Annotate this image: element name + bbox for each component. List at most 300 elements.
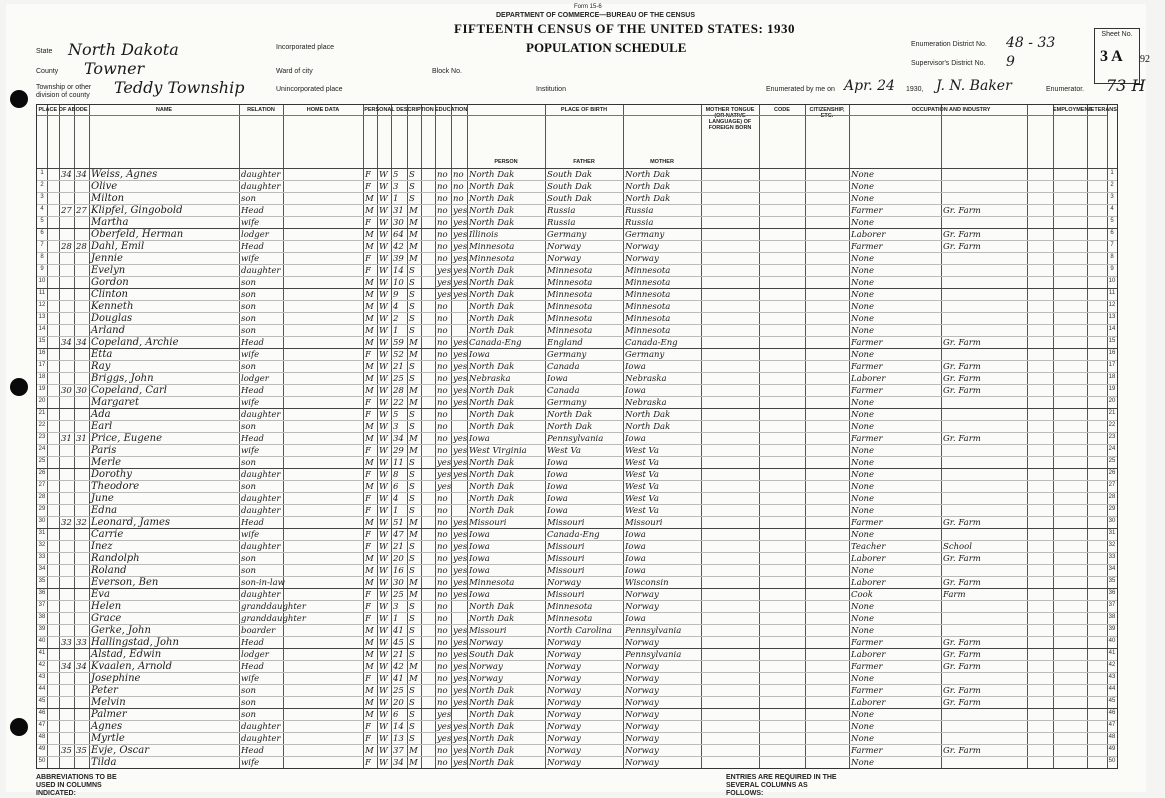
cell-name: Gerke, John	[91, 624, 151, 636]
cell-age: 30	[393, 217, 404, 228]
enum-district-value: 48 - 33	[1006, 35, 1056, 51]
cell-occ: None	[851, 349, 875, 360]
cell-occ: Farmer	[851, 745, 883, 756]
cell-rel: wife	[241, 673, 260, 684]
census-sheet	[6, 4, 1150, 797]
cell-name: Price, Eugene	[91, 432, 163, 444]
line-number: 41	[38, 650, 46, 656]
cell-ms: S	[409, 301, 415, 312]
cell-race: W	[379, 433, 388, 444]
cell-mbp: Minnesota	[625, 277, 671, 288]
column-group-header: RELATION	[247, 107, 275, 113]
cell-ms: S	[409, 493, 415, 504]
cell-ms: S	[409, 325, 415, 336]
institution-label: Institution	[536, 86, 566, 93]
line-number: 42	[38, 662, 46, 668]
line-number: 39	[38, 626, 46, 632]
cell-bp: North Dak	[469, 385, 515, 396]
cell-name: Ray	[91, 360, 111, 372]
cell-race: W	[379, 385, 388, 396]
cell-sch: no	[437, 409, 448, 420]
line-number: 17	[1108, 362, 1116, 368]
cell-sch: no	[437, 445, 448, 456]
schedule-table	[36, 104, 1118, 769]
cell-fbp: Canada-Eng	[547, 529, 600, 540]
cell-occ: None	[851, 469, 875, 480]
cell-bp: Iowa	[469, 553, 490, 564]
column-group-header: MOTHER TONGUE (OR NATIVE LANGUAGE) OF FOREIGN BORN	[705, 107, 755, 131]
cell-rel: son	[241, 685, 256, 696]
line-number: 44	[1108, 686, 1116, 692]
cell-bp: North Dak	[469, 289, 515, 300]
cell-mbp: North Dak	[625, 409, 671, 420]
cell-ind: Gr. Farm	[943, 553, 981, 564]
column-group-header: PERSONAL DESCRIPTION	[364, 107, 434, 113]
cell-sch: yes	[437, 265, 452, 276]
cell-bp: North Dak	[469, 493, 515, 504]
cell-bp: North Dak	[469, 601, 515, 612]
line-number: 26	[1108, 470, 1116, 476]
cell-fbp: Iowa	[547, 505, 568, 516]
line-number: 7	[1110, 242, 1114, 248]
group-rule	[239, 115, 283, 116]
cell-race: W	[379, 241, 388, 252]
cell-ind: Gr. Farm	[943, 649, 981, 660]
cell-rel: Head	[241, 637, 264, 648]
cell-sch: no	[437, 637, 448, 648]
cell-mbp: Norway	[625, 757, 659, 768]
line-number: 37	[1108, 602, 1116, 608]
cell-rd: yes	[453, 457, 468, 468]
cell-fbp: Norway	[547, 685, 581, 696]
cell-fbp: Norway	[547, 709, 581, 720]
cell-ms: S	[409, 613, 415, 624]
cell-name: Edna	[91, 504, 118, 516]
cell-occ: Teacher	[851, 541, 886, 552]
group-rule	[283, 115, 363, 116]
cell-rel: son	[241, 193, 256, 204]
cell-bp: North Dak	[469, 697, 515, 708]
line-number: 22	[1108, 422, 1116, 428]
line-number: 12	[1108, 302, 1116, 308]
cell-rd: yes	[453, 625, 468, 636]
cell-sex: F	[365, 601, 371, 612]
cell-rd: yes	[453, 433, 468, 444]
group-rule	[701, 115, 759, 116]
cell-fbp: Iowa	[547, 469, 568, 480]
cell-occ: Laborer	[851, 697, 886, 708]
cell-sch: no	[437, 253, 448, 264]
cell-rel: daughter	[241, 469, 281, 480]
cell-occ: Farmer	[851, 661, 883, 672]
cell-ms: S	[409, 289, 415, 300]
line-number: 30	[38, 518, 46, 524]
cell-ms: S	[409, 313, 415, 324]
cell-fam: 28	[76, 241, 87, 252]
cell-mbp: Russia	[625, 205, 654, 216]
cell-fbp: Minnesota	[547, 277, 593, 288]
cell-age: 11	[393, 457, 404, 468]
cell-sex: F	[365, 673, 371, 684]
cell-fbp: Germany	[547, 397, 587, 408]
line-number: 49	[38, 746, 46, 752]
line-number: 32	[38, 542, 46, 548]
cell-mbp: Iowa	[625, 565, 646, 576]
line-number: 36	[38, 590, 46, 596]
cell-mbp: Minnesota	[625, 289, 671, 300]
cell-occ: Laborer	[851, 229, 886, 240]
cell-occ: None	[851, 757, 875, 768]
cell-bp: Norway	[469, 661, 503, 672]
cell-mbp: Germany	[625, 349, 665, 360]
cell-race: W	[379, 421, 388, 432]
cell-bp: North Dak	[469, 181, 515, 192]
cell-ind: Gr. Farm	[943, 685, 981, 696]
cell-race: W	[379, 601, 388, 612]
cell-fbp: South Dak	[547, 193, 593, 204]
cell-sch: no	[437, 673, 448, 684]
line-number: 7	[40, 242, 44, 248]
cell-race: W	[379, 553, 388, 564]
line-number: 22	[38, 422, 46, 428]
cell-bp: North Dak	[469, 409, 515, 420]
cell-bp: North Dak	[469, 277, 515, 288]
cell-sex: M	[365, 421, 374, 432]
cell-rel: daughter	[241, 181, 281, 192]
cell-ms: S	[409, 457, 415, 468]
line-number: 36	[1108, 590, 1116, 596]
line-number: 19	[1108, 386, 1116, 392]
cell-age: 22	[393, 397, 404, 408]
cell-ms: S	[409, 625, 415, 636]
cell-age: 52	[393, 349, 404, 360]
line-number: 44	[38, 686, 46, 692]
group-rule	[805, 115, 849, 116]
cell-mbp: Pennsylvania	[625, 625, 682, 636]
cell-age: 29	[393, 445, 404, 456]
cell-sex: F	[365, 445, 371, 456]
cell-race: W	[379, 229, 388, 240]
cell-bp: Norway	[469, 637, 503, 648]
cell-mbp: North Dak	[625, 169, 671, 180]
cell-sex: F	[365, 589, 371, 600]
line-number: 6	[1110, 230, 1114, 236]
cell-bp: South Dak	[469, 649, 515, 660]
cell-name: Dahl, Emil	[91, 240, 145, 252]
cell-ms: S	[409, 361, 415, 372]
cell-rd: yes	[453, 337, 468, 348]
cell-fbp: Minnesota	[547, 289, 593, 300]
cell-ms: M	[409, 241, 418, 252]
cell-dw: 33	[61, 637, 72, 648]
cell-sex: M	[365, 433, 374, 444]
cell-sch: yes	[437, 457, 452, 468]
cell-sex: M	[365, 325, 374, 336]
line-number: 50	[38, 758, 46, 764]
cell-race: W	[379, 673, 388, 684]
cell-rel: Head	[241, 337, 264, 348]
cell-mbp: Norway	[625, 685, 659, 696]
state-label: State	[36, 48, 53, 55]
line-number: 38	[1108, 614, 1116, 620]
cell-sch: yes	[437, 469, 452, 480]
punch-hole	[10, 90, 28, 108]
cell-sex: M	[365, 457, 374, 468]
cell-mbp: Minnesota	[625, 313, 671, 324]
cell-age: 2	[393, 313, 399, 324]
cell-fam: 35	[76, 745, 87, 756]
cell-race: W	[379, 625, 388, 636]
cell-mbp: Minnesota	[625, 325, 671, 336]
cell-rd: yes	[453, 289, 468, 300]
line-number: 20	[1108, 398, 1116, 404]
cell-fbp: Iowa	[547, 493, 568, 504]
cell-ind: Gr. Farm	[943, 361, 981, 372]
cell-rel: lodger	[241, 373, 269, 384]
column-group-header: CODE	[774, 107, 790, 113]
cell-sch: yes	[437, 481, 452, 492]
cell-age: 41	[393, 673, 404, 684]
cell-race: W	[379, 697, 388, 708]
cell-name: Weiss, Agnes	[91, 168, 158, 180]
footer-abbreviations: ABBREVIATIONS TO BE USED IN COLUMNS INDICATED:	[36, 774, 117, 797]
cell-rd: yes	[453, 649, 468, 660]
cell-occ: None	[851, 277, 875, 288]
line-number: 20	[38, 398, 46, 404]
cell-bp: Iowa	[469, 565, 490, 576]
line-number: 24	[38, 446, 46, 452]
cell-ind: Gr. Farm	[943, 517, 981, 528]
cell-rd: yes	[453, 673, 468, 684]
cell-fam: 32	[76, 517, 87, 528]
line-number: 31	[1108, 530, 1116, 536]
cell-sex: F	[365, 757, 371, 768]
cell-race: W	[379, 445, 388, 456]
cell-rel: son	[241, 697, 256, 708]
cell-age: 20	[393, 697, 404, 708]
cell-sch: no	[437, 757, 448, 768]
cell-sch: no	[437, 613, 448, 624]
cell-occ: Farmer	[851, 205, 883, 216]
cell-sex: M	[365, 745, 374, 756]
cell-ms: S	[409, 709, 415, 720]
cell-bp: North Dak	[469, 205, 515, 216]
cell-name: Paris	[91, 444, 117, 456]
cell-rd: yes	[453, 637, 468, 648]
cell-race: W	[379, 565, 388, 576]
cell-race: W	[379, 577, 388, 588]
cell-age: 47	[393, 529, 404, 540]
line-number: 12	[38, 302, 46, 308]
cell-ms: M	[409, 517, 418, 528]
cell-race: W	[379, 193, 388, 204]
line-number: 21	[1108, 410, 1116, 416]
cell-bp: North Dak	[469, 265, 515, 276]
cell-race: W	[379, 637, 388, 648]
cell-fam: 34	[76, 337, 87, 348]
cell-age: 10	[393, 277, 404, 288]
cell-mbp: Iowa	[625, 385, 646, 396]
cell-occ: Farmer	[851, 517, 883, 528]
cell-occ: None	[851, 709, 875, 720]
cell-rel: wife	[241, 757, 260, 768]
cell-rd: yes	[453, 661, 468, 672]
cell-ms: S	[409, 373, 415, 384]
cell-fbp: Norway	[547, 697, 581, 708]
cell-mbp: Norway	[625, 601, 659, 612]
line-number: 6	[40, 230, 44, 236]
cell-rel: daughter	[241, 169, 281, 180]
cell-rd: no	[453, 181, 464, 192]
cell-sch: no	[437, 505, 448, 516]
cell-sch: no	[437, 217, 448, 228]
cell-name: Etta	[91, 348, 113, 360]
cell-race: W	[379, 217, 388, 228]
ward-label: Ward of city	[276, 68, 313, 75]
cell-ms: S	[409, 265, 415, 276]
cell-bp: North Dak	[469, 421, 515, 432]
cell-bp: North Dak	[469, 217, 515, 228]
cell-dw: 31	[61, 433, 72, 444]
cell-rd: yes	[453, 241, 468, 252]
cell-sch: no	[437, 697, 448, 708]
cell-sex: M	[365, 517, 374, 528]
cell-fbp: Norway	[547, 733, 581, 744]
state-value: North Dakota	[68, 40, 179, 59]
line-number: 31	[38, 530, 46, 536]
line-number: 8	[1110, 254, 1114, 260]
cell-name: Roland	[91, 564, 127, 576]
cell-sex: M	[365, 373, 374, 384]
cell-race: W	[379, 301, 388, 312]
cell-dw: 34	[61, 169, 72, 180]
cell-rel: daughter	[241, 265, 281, 276]
cell-ind: Farm	[943, 589, 966, 600]
cell-age: 59	[393, 337, 404, 348]
cell-ms: M	[409, 577, 418, 588]
cell-sch: no	[437, 349, 448, 360]
cell-sex: F	[365, 541, 371, 552]
block-label: Block No.	[432, 68, 462, 75]
cell-ind: Gr. Farm	[943, 433, 981, 444]
cell-rel: Head	[241, 385, 264, 396]
cell-bp: North Dak	[469, 301, 515, 312]
cell-mbp: Iowa	[625, 361, 646, 372]
cell-bp: Minnesota	[469, 241, 515, 252]
enumerated-year: 1930,	[906, 86, 924, 93]
cell-rd: no	[453, 169, 464, 180]
birthplace-subheader: PERSON	[494, 159, 518, 165]
cell-ms: M	[409, 661, 418, 672]
line-number: 1	[40, 170, 44, 176]
cell-rel: wife	[241, 397, 260, 408]
line-number: 5	[40, 218, 44, 224]
cell-mbp: Russia	[625, 217, 654, 228]
cell-rel: daughter	[241, 541, 281, 552]
cell-mbp: West Va	[625, 469, 659, 480]
line-number: 45	[1108, 698, 1116, 704]
cell-fbp: Norway	[547, 637, 581, 648]
unincorporated-label: Unincorporated place	[276, 86, 343, 93]
cell-sex: M	[365, 565, 374, 576]
cell-ind: Gr. Farm	[943, 373, 981, 384]
cell-ms: S	[409, 409, 415, 420]
cell-age: 42	[393, 661, 404, 672]
enumerator-name: J. N. Baker	[936, 78, 1012, 94]
line-number: 46	[38, 710, 46, 716]
cell-rel: lodger	[241, 229, 269, 240]
line-number: 40	[38, 638, 46, 644]
column-group-header: OCCUPATION AND INDUSTRY	[911, 107, 991, 113]
line-number: 13	[1108, 314, 1116, 320]
cell-rd: yes	[453, 349, 468, 360]
cell-fbp: Minnesota	[547, 265, 593, 276]
line-number: 11	[38, 290, 46, 296]
cell-age: 14	[393, 721, 404, 732]
cell-mbp: Nebraska	[625, 397, 667, 408]
cell-occ: None	[851, 253, 875, 264]
cell-age: 21	[393, 361, 404, 372]
line-number: 49	[1108, 746, 1116, 752]
cell-occ: Laborer	[851, 649, 886, 660]
cell-sch: no	[437, 313, 448, 324]
township-value: Teddy Township	[114, 78, 245, 97]
cell-fam: 30	[76, 385, 87, 396]
cell-rel: Head	[241, 745, 264, 756]
line-number: 4	[1110, 206, 1114, 212]
cell-mbp: West Va	[625, 493, 659, 504]
cell-fbp: Norway	[547, 241, 581, 252]
cell-race: W	[379, 337, 388, 348]
cell-mbp: Norway	[625, 697, 659, 708]
cell-race: W	[379, 409, 388, 420]
cell-bp: North Dak	[469, 325, 515, 336]
cell-name: Grace	[91, 612, 122, 624]
cell-sex: F	[365, 349, 371, 360]
cell-name: Leonard, James	[91, 516, 171, 528]
cell-mbp: West Va	[625, 457, 659, 468]
cell-occ: None	[851, 673, 875, 684]
cell-rd: yes	[453, 385, 468, 396]
cell-sch: no	[437, 301, 448, 312]
cell-rd: yes	[453, 745, 468, 756]
stamp-number: 92	[1140, 54, 1150, 65]
cell-mbp: Norway	[625, 721, 659, 732]
line-number: 37	[38, 602, 46, 608]
enumerated-date: Apr. 24	[844, 78, 895, 94]
township-label: Township or other division of county	[36, 84, 92, 99]
cell-ms: S	[409, 721, 415, 732]
line-number: 50	[1108, 758, 1116, 764]
cell-sch: no	[437, 589, 448, 600]
cell-rel: Head	[241, 517, 264, 528]
cell-fbp: England	[547, 337, 583, 348]
cell-mbp: Pennsylvania	[625, 649, 682, 660]
cell-sch: no	[437, 649, 448, 660]
cell-race: W	[379, 529, 388, 540]
cell-sex: F	[365, 721, 371, 732]
cell-age: 34	[393, 757, 404, 768]
line-number: 29	[38, 506, 46, 512]
cell-race: W	[379, 649, 388, 660]
cell-bp: North Dak	[469, 313, 515, 324]
census-title: FIFTEENTH CENSUS OF THE UNITED STATES: 1930	[454, 21, 796, 36]
line-number: 34	[1108, 566, 1116, 572]
cell-ms: M	[409, 445, 418, 456]
cell-bp: North Dak	[469, 169, 515, 180]
cell-sex: M	[365, 577, 374, 588]
cell-fbp: Canada	[547, 361, 580, 372]
